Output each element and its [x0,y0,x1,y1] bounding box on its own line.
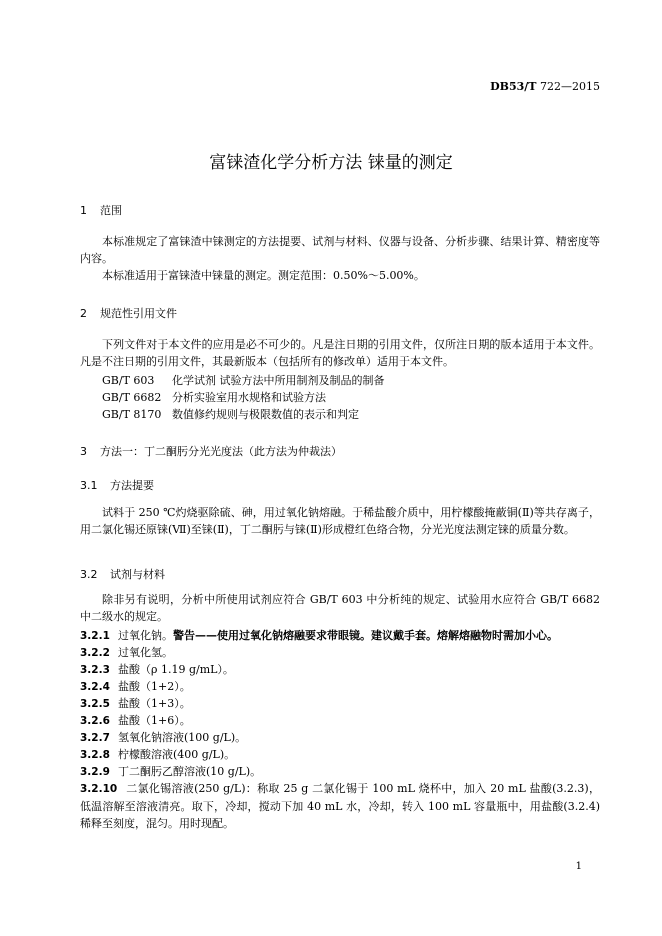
item-text: 过氧化氢。 [118,646,173,659]
section-3-2-heading [80,566,165,582]
section-3-heading [80,443,342,459]
item-text: 过氧化钠。 [118,629,173,642]
section-3-2-paragraph: 除非另有说明，分析中所使用试剂应符合 GB/T 603 中分析纯的规定、试验用水应符合 GB/T 6682 中二级水的规定。 [80,593,600,623]
section-number: 3.1 [80,479,98,492]
section-title: 试剂与材料 [110,568,165,581]
page-number: 1 [575,861,582,872]
section-1-heading [80,202,122,218]
standard-prefix: DB53/T [490,80,537,93]
standard-code [490,80,600,93]
item-number: 3.2.10 [80,783,118,795]
section-number: 3.2 [80,568,98,581]
reference-code: GB/T 603 [102,374,155,387]
standard-number: 722—2015 [540,80,600,93]
section-3-1-heading [80,477,154,493]
document-title: 富铼渣化学分析方法 铼量的测定 [209,153,453,173]
reagent-item [80,678,191,694]
reference-title: 数值修约规则与极限数值的表示和判定 [172,408,359,421]
section-number: 1 [80,204,87,217]
reference-code: GB/T 8170 [102,408,162,421]
item-text: 柠檬酸溶液(400 g/L)。 [118,748,236,761]
section-2-heading [80,305,177,321]
section-2-paragraph-1: 下列文件对于本文件的应用是必不可少的。凡是注日期的引用文件，仅所注日期的版本适用于本文件。凡是不注日期的引用文件，其最新版本（包括所有的修改单）适用于本文件。 [80,338,600,368]
section-title: 方法提要 [110,479,154,492]
section-3-1-paragraph: 试料于 250 ℃灼烧驱除硫、砷，用过氧化钠熔融。于稀盐酸介质中，用柠檬酸掩蔽铜(Ⅱ)等共存离子，用二氯化锡还原铼(Ⅶ)至铼(Ⅱ)，丁二酮肟与铼(Ⅱ)形成橙红色络合物，分光光度法测定铼的质量分数。 [80,506,600,536]
reagent-item [80,661,234,677]
reagent-item [80,746,235,762]
reagent-item [80,695,191,711]
item-text: 二氯化锡溶液(250 g/L)：称取 25 g 二氯化锡于 100 mL 烧杯中，加入 20 mL 盐酸(3.2.3)，低温溶解至溶液清亮。取下，冷却，搅动下加 40 mL 水，冷却，转入 100 mL 容量瓶中，用盐酸(3.2.4)稀释至刻度，混匀。用时现配。 [80,782,600,830]
section-number: 3 [80,445,87,458]
section-1-paragraph-1: 本标准规定了富铼渣中铼测定的方法提要、试剂与材料、仪器与设备、分析步骤、结果计算、精密度等内容。 [80,235,600,265]
item-text: 盐酸（1+6）。 [118,714,191,727]
reagent-item [80,627,558,643]
item-number: 3.2.6 [80,715,110,727]
item-text: 氢氧化钠溶液(100 g/L)。 [118,731,247,744]
section-title: 范围 [100,204,122,217]
reagent-item [80,763,261,779]
reference-item [102,389,326,405]
item-number: 3.2.3 [80,664,110,676]
section-title: 方法一：丁二酮肟分光光度法（此方法为仲裁法） [100,445,342,458]
item-number: 3.2.5 [80,698,110,710]
item-number: 3.2.4 [80,681,110,693]
reference-item [102,372,385,388]
reagent-item [80,712,191,728]
item-number: 3.2.9 [80,766,110,778]
reference-title: 分析实验室用水规格和试验方法 [172,391,326,404]
section-1-paragraph-2: 本标准适用于富铼渣中铼量的测定。测定范围：0.50%～5.00%。 [102,269,425,282]
reference-code: GB/T 6682 [102,391,162,404]
reference-title: 化学试剂 试验方法中所用制剂及制品的制备 [172,374,385,387]
reagent-item [80,729,246,745]
reagent-item [80,644,173,660]
reagent-item [80,780,600,832]
item-text: 盐酸（1+3）。 [118,697,191,710]
item-text: 盐酸（ρ 1.19 g/mL）。 [118,663,234,676]
section-number: 2 [80,307,87,320]
item-text: 丁二酮肟乙醇溶液(10 g/L)。 [118,765,262,778]
item-number: 3.2.8 [80,749,110,761]
item-number: 3.2.2 [80,647,110,659]
reference-item [102,406,359,422]
item-text: 盐酸（1+2）。 [118,680,191,693]
warning-text: 警告——使用过氧化钠熔融要求带眼镜。建议戴手套。熔解熔融物时需加小心。 [173,629,558,642]
item-number: 3.2.1 [80,630,110,642]
item-number: 3.2.7 [80,732,110,744]
section-title: 规范性引用文件 [100,307,177,320]
